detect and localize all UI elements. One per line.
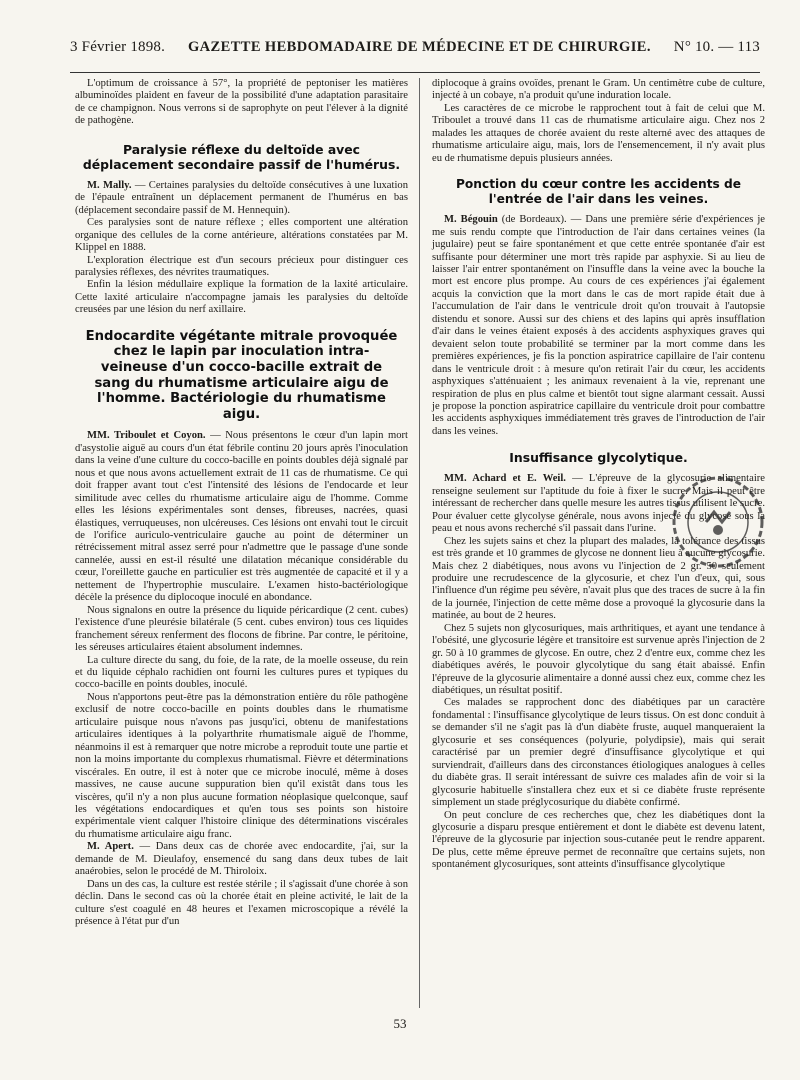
paragraph: M. Mally. — Certaines paralysies du deltoïde consécutives à une luxation de l'épaule entraînent un déplacement permanent de l'humérus en bas (déplacement secondaire passif de M. Hennequin).: [75, 179, 408, 216]
paragraph: Enfin la lésion médullaire explique la formation de la laxité articulaire. Cette laxité articulaire n'accompagne jamais les paralysies du deltoïde creusées par une lésion du nerf axillaire.: [75, 279, 408, 316]
paragraph: La culture directe du sang, du foie, de la rate, de la moelle osseuse, du rein et du liquide céphalo rachidien ont fourni les cultures pures et typiques du cocco-bacille en points doubles, inoculé.: [75, 654, 408, 691]
section-title-endocardite: Endocardite végétante mitrale provoquée chez le lapin par inoculation intra-veineuse d'un cocco-bacille extrait de sang du rhumatisme articulaire aigu de l'homme. Bactériologie du rhumatisme aigu.: [85, 328, 398, 422]
paragraph: Les caractères de ce microbe le rapprochent tout à fait de celui que M. Triboulet a trouvé dans 11 cas de rhumatisme articulaire aigu. Chez nos 2 malades les attaques de chorée avaient du reste alterné avec des attaques de rhumatisme articulaire aigu, mais, lors de l'ensemencement, il n'y avait plus eu de rhumatisme depuis plusieurs années.: [432, 102, 765, 164]
column-rule: [419, 78, 420, 1008]
paragraph: MM. Achard et E. Weil. — L'épreuve de la glycosurie alimentaire renseigne seulement sur l'aptitude du foie à fixer le sucre. Mais il peut être intéressant de rechercher dans quelle mesure les autres tissus utilisent le sucre. Pour évaluer cette glycolyse générale, nous avons injecté du glycose sous la peau et nous avons recherché s'il passait dans l'urine.: [432, 473, 765, 535]
author-name: M. Apert.: [87, 841, 134, 853]
section-title-insuffisance-glycolytique: Insuffisance glycolytique.: [509, 450, 688, 466]
paragraph: L'exploration électrique est d'un secours précieux pour distinguer ces paralysies réflexes, des névrites traumatiques.: [75, 254, 408, 278]
paragraph: Nous signalons en outre la présence du liquide péricardique (2 cent. cubes) l'existence d'une pleurésie bilatérale (5 cent. cubes environ) tous ces liquides franchement séreux renferment des flocons de fibrine. Par contre, le péritoine, les séreuses articulaires étaient absolument indemnes.: [75, 604, 408, 654]
paragraph: M. Apert. — Dans deux cas de chorée avec endocardite, j'ai, sur la demande de M. Dieulafoy, ensemencé du sang dans deux tubes de lait anaérobies, selon le procédé de M. Thiroloix.: [75, 841, 408, 878]
paragraph: MM. Triboulet et Coyon. — Nous présentons le cœur d'un lapin mort d'asystolie aiguë au cours d'un état fébrile continu 20 jours après l'inoculation dans la veine d'une culture du cocco-bacille en points doubles déjà signalé par nous et que nous avons actuellement extrait de 11 cas de rhumatisme. Ce qui doit frapper avant tout c'est l'intensité des lésions de l'endocarde et leur similitude avec celles du rhumatisme articulaire aigu de l'homme. Comme elles les lésions expérimentales sont denses, fibreuses, nacrées, quasi élastiques, verruqueuses, non ulcéreuses. Ces lésions ont envahi tout le circuit de l'orifice auriculo-ventriculaire gauche au point de déterminer un rétrécissement mitral assez serré pour n'admettre que le passage d'une sonde cannelée, aussi en est-il résulté une dilatation mécanique considérable du cœur, l'oreillette gauche en particulier est très augmentée de capacité et il y a nettement de l'hypertrophie musculaire. L'examen histo-bactériologique décèle la présence du diplocoque inoculé en abondance.: [75, 430, 408, 604]
running-head: [70, 39, 760, 56]
paragraph: Chez 5 sujets non glycosuriques, mais arthritiques, et ayant une tendance à l'obésité, une glycosurie légère et transitoire est survenue après l'injection de 2 gr. 50 à 10 grammes de glycose. En outre, chez 2 d'entre eux, comme chez les diabétiques avérés, le pouvoir glycolytique du sang était abaissé. Enfin l'épreuve de la glycosurie alimentaire a donné aussi chez eux, comme chez les diabétiques, un résultat positif.: [432, 622, 765, 697]
paragraph: Ces paralysies sont de nature réflexe ; elles comportent une altération organique des cellules de la corne antérieure, altérations constatées par M. Klippel en 1888.: [75, 217, 408, 254]
left-column: [75, 78, 408, 928]
page-number: 53: [393, 1016, 407, 1031]
author-name: MM. Triboulet et Coyon.: [87, 430, 206, 442]
header-rule: [70, 72, 760, 73]
header-issue-page: N° 10. — 113: [673, 39, 760, 55]
header-date: 3 Février 1898.: [70, 39, 166, 55]
intro-paragraph: L'optimum de croissance à 57°, la propriété de peptoniser les matières albuminoïdes plaident en faveur de la possibilité d'une adaptation parasitaire de ce champignon. Nous verrons si de saprophyte on peut l'élever à la dignité de pathogène.: [75, 78, 408, 127]
section-title-paralysie: Paralysie réflexe du deltoïde avec déplacement secondaire passif de l'humérus.: [82, 141, 401, 172]
library-stamp-icon: [668, 472, 768, 572]
paragraph: diplocoque à grains ovoïdes, prenant le Gram. Un centimètre cube de culture, injecté à un cobaye, n'a produit qu'une induration locale.: [432, 78, 765, 102]
paragraph: Dans un des cas, la culture est restée stérile ; il s'agissait d'une chorée à son déclin. Dans le second cas où la chorée était en pleine activité, le lait de la culture s'est coagulé en 48 heures et l'examen microscopique a révélé la présence à l'état pur d'un: [75, 878, 408, 928]
author-name: M. Bégouin: [444, 214, 498, 226]
paragraph: On peut conclure de ces recherches que, chez les diabétiques dont la glycosurie a disparu presque entièrement et dont le diabète est devenu latent, l'épreuve de la glycosurie par injection sous-cutanée peut le rendre apparent. De plus, cette même épreuve permet de reconnaître que certains sujets, non spontanément glycosuriques, sont atteints d'insuffisance glycolytique: [432, 809, 765, 871]
paragraph: Chez les sujets sains et chez la plupart des malades, la tolérance des tissus est très grande et 10 grammes de glycose ne donnent lieu à aucune glycosurie. Mais chez 2 diabétiques, nous avons vu l'injection de 2 gr. 50 seulement produire une recrudescence de la glycosurie, et chez l'un d'eux, qui, sous l'influence d'un régime peu sévère, n'avait plus que des traces de sucre à la fin de la journée, l'injection de cette même dose a provoqué la glycosurie dans la matinée, au bout de 2 heures.: [432, 535, 765, 622]
section-title-ponction-coeur: Ponction du cœur contre les accidents de l'entrée de l'air dans les veines.: [455, 177, 742, 206]
author-name: M. Mally.: [87, 179, 132, 191]
paragraph: Nous n'apportons peut-être pas la démonstration entière du rôle pathogène exclusif de notre cocco-bacille en points doubles dans le rhumatisme articulaire puisque nous n'avons pas jusqu'ici, obtenu de manifestations articulaires identiques à la polyarthrite rhumatismale aiguë de l'homme, néanmoins il est à remarquer que notre microbe a reproduit toute une partie et non la moins importante du complexus rhumatismal. Fièvre et déterminations viscérales. En outre, il est à noter que ce microbe inoculé, même à doses massives, ne cause aucune suppuration bien qu'il existât dans tous les viscères, qu'il n'y a non plus aucune formation néoplasique quelconque, sauf les végétations endocardiques et qu'en tous ses points son histoire expérimentale vient calquer l'histoire clinique des déterminations viscérales du rhumatisme articulaire aigu franc.: [75, 691, 408, 840]
paragraph: M. Bégouin (de Bordeaux). — Dans une première série d'expériences je me suis rendu compte que l'introduction de l'air dans certaines veines (la jugulaire) peut se faire spontanément et que cette entrée spontanée d'air est suffisante pour déterminer une mort très rapide par asphyxie. Si au lieu de laisser l'air entrer spontanément on l'insuffle dans la veine avec la bouche la mort est encore plus prompe. Au cours de ces expériences j'ai également acquis la conviction que la mort dans le cas de mort rapide était due à l'accumulation de l'air dans le ventricule droit qu'on trouvait à l'autopsie distendu et sonore. Aussi sur des chiens et des lapins qui après insufflation d'air dans le veines étaient exposés à des accidents asphyxiques graves qui devaient selon toute probabilité se terminer par la mort comme dans les premières expériences, je fis la ponction aspiratrice capillaire de l'air contenu dans le ventricule droit : à mesure qu'on retirait l'air du cœur, les accidents asphyxiques s'atténuaient ; les animaux revenaient à la vie, reprenant une respiration de plus en plus calme et bientôt tout signe alarmant cessait. Aussi je propose la ponction aspiratrice capillaire du ventricule droit pour combattre les accidents asphyxiques immédiatement très graves de l'introduction de l'air dans les veines.: [432, 214, 766, 437]
two-column-body: [75, 78, 765, 928]
header-journal-title: GAZETTE HEBDOMADAIRE DE MÉDECINE ET DE CHIRURGIE.: [188, 39, 651, 55]
paragraph: Ces malades se rapprochent donc des diabétiques par un caractère fondamental : l'insuffisance glycolytique de leurs tissus. On est donc conduit à se demander s'il ne s'agit pas là d'un diabète fruste, auquel manqueraient la glycosurie et ses conséquences (polyurie, polydipsie), mais qui serait caractérisé par un premier degré d'insuffisance glycolytique et qui surviendrait, d'ailleurs dans des circonstances étiologiques analogues à celles du diabète gras. Il serait intéressant de suivre ces malades afin de voir si la glycosurie habituelle s'installera chez eux et si ce diabète fruste représente simplement un stade préglycosurique du diabète confirmé.: [432, 697, 765, 809]
author-name: MM. Achard et E. Weil.: [444, 473, 566, 485]
